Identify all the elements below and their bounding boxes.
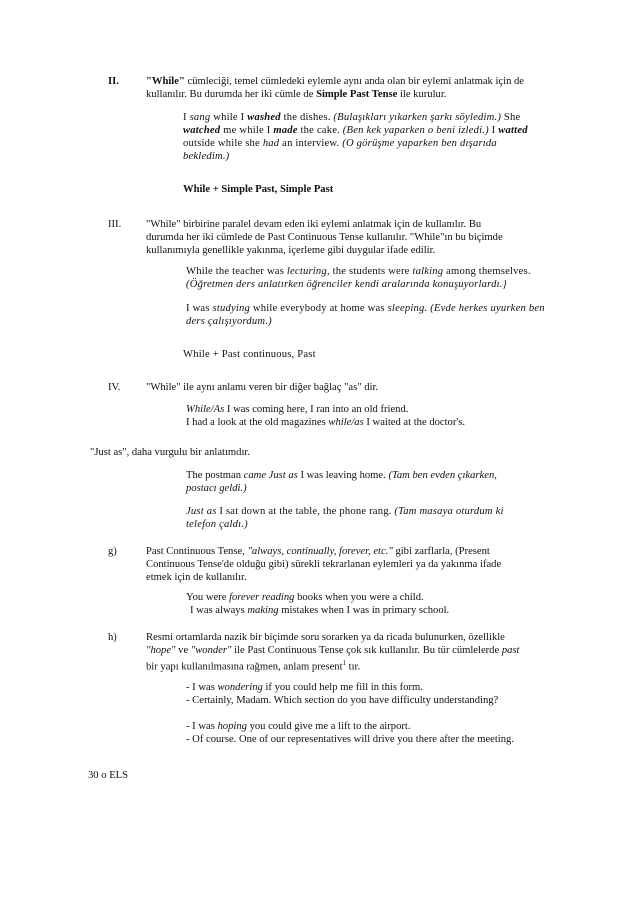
text-run: etmek için de kullanılır. <box>146 572 247 583</box>
text-line <box>146 657 520 674</box>
text-line <box>146 231 503 244</box>
example-line <box>186 518 504 531</box>
text-run: - I was <box>186 682 218 693</box>
example-line <box>186 469 497 482</box>
section-number: g) <box>108 546 117 557</box>
text-run: lecturing <box>286 266 327 277</box>
text-run: The postman <box>186 470 244 481</box>
dialogue-line <box>186 694 498 707</box>
text-run: came Just as <box>243 470 298 481</box>
example-line <box>186 315 545 328</box>
text-run: Continuous Tense'de olduğu gibi) sürekli tekrarlanan eylemleri ya da yakınma ifade <box>146 559 502 570</box>
text-run: me while I <box>220 125 274 136</box>
text-run: Simple Past Tense <box>316 89 398 100</box>
text-run: I was leaving home. <box>297 470 389 481</box>
example-line <box>183 124 528 137</box>
text-run: I sat down at the table, the phone rang. <box>216 506 395 517</box>
text-run: (Bulaşıkları yıkarken şarkı söyledim.) <box>333 112 502 123</box>
text-line <box>146 244 503 257</box>
text-run: "wonder" <box>190 645 232 656</box>
text-run: the cake. <box>297 125 343 136</box>
text-run: watched <box>183 125 221 136</box>
section-number: IV. <box>108 382 121 393</box>
text-run: I was coming here, I ran into an old friend. <box>224 404 409 415</box>
text-run: books when you were a child. <box>294 592 424 603</box>
text-run: I had a look at the old magazines <box>186 417 329 428</box>
dialogue-line <box>186 733 514 746</box>
example-line <box>183 137 528 150</box>
example-line <box>186 416 465 429</box>
text-line <box>146 631 520 644</box>
section-number: h) <box>108 632 117 643</box>
text-line <box>146 88 524 101</box>
example-line <box>186 591 449 604</box>
text-line <box>146 218 503 231</box>
text-run: ders çalışıyordum.) <box>186 316 272 327</box>
text-run: the dishes. <box>280 112 334 123</box>
text-run: among themselves. <box>443 266 531 277</box>
text-run: while I <box>210 112 248 123</box>
dialogue-line <box>186 681 498 694</box>
text-run: gibi zarflarla, (Present <box>392 546 490 557</box>
text-run: made <box>273 125 298 136</box>
text-run: Just as <box>186 506 217 517</box>
text-line <box>146 558 501 571</box>
text-run: while everybody at home was <box>250 303 388 314</box>
text-run: "While" ile aynı anlamı veren bir diğer bağlaç "as" dir. <box>146 382 379 393</box>
text-run: Resmi ortamlarda nazik bir biçimde soru sorarken ya da ricada bulunurken, özellikle <box>146 632 505 643</box>
section-iv-example <box>186 403 465 429</box>
text-run: washed <box>247 112 281 123</box>
section-iii-example-2 <box>186 302 545 328</box>
text-run: ile Past Continuous Tense çok sık kullanılır. Bu tür cümlelerde <box>231 645 502 656</box>
text-run <box>146 662 343 673</box>
just-as-intro <box>90 446 250 459</box>
text-line <box>90 446 250 459</box>
text-run: "Just as", daha vurgulu bir anlatımdır. <box>90 447 250 458</box>
text-run: - Of course. One of our representatives will drive you there after the meeting. <box>186 734 514 745</box>
text-run: (Tam masaya oturdum ki <box>394 506 504 517</box>
text-run: kullanımıyla genellikle yakınma, içerleme gibi duygular ifade edilir. <box>146 245 436 256</box>
text-run: watted <box>498 125 528 136</box>
text-run: I was always <box>190 605 248 616</box>
dialogue-1 <box>186 681 498 707</box>
example-line <box>186 505 504 518</box>
example-line <box>186 403 465 416</box>
footnote-marker: 1 <box>342 659 347 667</box>
text-run: (Evde herkes uyurken ben <box>427 303 545 314</box>
text-line <box>146 571 501 584</box>
text-run: (Ben kek yaparken o beni izledi.) <box>342 125 489 136</box>
example-line <box>183 111 528 124</box>
text-run: past <box>501 645 520 656</box>
text-run: I <box>488 125 499 136</box>
text-run: I <box>183 112 190 123</box>
text-run: While the teacher was <box>186 266 287 277</box>
section-iv-intro <box>146 381 378 394</box>
text-run: hoping <box>217 721 247 732</box>
text-run: had <box>262 138 280 149</box>
text-run: forever reading <box>229 592 295 603</box>
text-run: (O görüşme yaparken ben dışarıda <box>342 138 497 149</box>
text-run: I was <box>186 303 213 314</box>
text-run: "While" birbirine paralel devam eden iki eylemi anlatmak için de kullanılır. Bu <box>146 219 482 230</box>
text-run: (Tam ben evden çıkarken, <box>388 470 497 481</box>
formula: While + Past continuous, Past <box>183 349 316 360</box>
just-as-example-1 <box>186 469 497 495</box>
text-run: ile kurulur. <box>397 89 447 100</box>
text-run: telefon çaldı.) <box>186 519 248 530</box>
section-ii-intro <box>146 75 524 101</box>
text-run: She <box>501 112 521 123</box>
text-run: You were <box>186 592 230 603</box>
text-run: I waited at the doctor's. <box>363 417 466 428</box>
text-run: sang <box>189 112 211 123</box>
text-run: wondering <box>217 682 263 693</box>
dialogue-2 <box>186 720 514 746</box>
text-run: "always, continually, forever, etc." <box>247 546 393 557</box>
section-number: III. <box>108 219 122 230</box>
text-run: if you could help me fill in this form. <box>262 682 423 693</box>
text-run: making <box>247 605 279 616</box>
text-run: , the students were <box>326 266 413 277</box>
example-line <box>183 150 528 163</box>
text-run: Past Continuous Tense, <box>146 546 248 557</box>
section-iii-intro <box>146 218 503 257</box>
text-line <box>146 545 501 558</box>
text-run: While/As <box>186 404 225 415</box>
text-run: while/as <box>328 417 364 428</box>
text-run: postacı geldi.) <box>186 483 247 494</box>
text-line <box>146 381 378 394</box>
dialogue-line <box>186 720 514 733</box>
text-run: bir yapı kullanılmasına rağmen, anlam present <box>146 661 343 673</box>
example-line <box>186 265 531 278</box>
text-run: bekledim.) <box>183 151 230 162</box>
section-iii-example-1 <box>186 265 531 291</box>
formula: While + Simple Past, Simple Past <box>183 184 334 195</box>
text-run: durumda her iki cümlede de Past Continuous Tense kullanılır. "While"ın bu biçimde <box>146 232 503 243</box>
section-g-intro <box>146 545 501 584</box>
text-run: an interview. <box>279 138 343 149</box>
example-line <box>186 482 497 495</box>
page-footer: 30 o ELS <box>88 770 129 781</box>
just-as-example-2 <box>186 505 504 531</box>
example-line <box>186 278 531 291</box>
text-run: sleeping. <box>387 303 428 314</box>
text-run: talking <box>412 266 444 277</box>
text-run: kullanılır. Bu durumda her iki cümle de <box>146 89 317 100</box>
text-run: "While" <box>146 76 185 87</box>
text-line <box>146 75 524 88</box>
section-g-example <box>186 591 449 617</box>
text-run: tır. <box>346 661 361 673</box>
section-ii-example <box>183 111 528 163</box>
example-line <box>186 302 545 315</box>
text-run: outside while she <box>183 138 263 149</box>
text-run: - Certainly, Madam. Which section do you have difficulty understanding? <box>186 695 499 706</box>
section-h-intro <box>146 631 520 674</box>
text-run: you could give me a lift to the airport. <box>246 721 411 732</box>
text-run: "hope" <box>146 645 176 656</box>
text-run: cümleciği, temel cümledeki eylemle aynı anda olan bir eylemi anlatmak için de <box>184 76 525 87</box>
example-line <box>186 604 449 617</box>
text-line <box>146 644 520 657</box>
text-run: (Öğretmen ders anlatırken öğrenciler kendi aralarında konuşuyorlardı.} <box>186 279 507 290</box>
text-run: studying <box>212 303 250 314</box>
text-run: - I was <box>186 721 218 732</box>
section-number: II. <box>108 76 119 87</box>
text-run: ve <box>175 645 191 656</box>
text-run: mistakes when I was in primary school. <box>278 605 450 616</box>
